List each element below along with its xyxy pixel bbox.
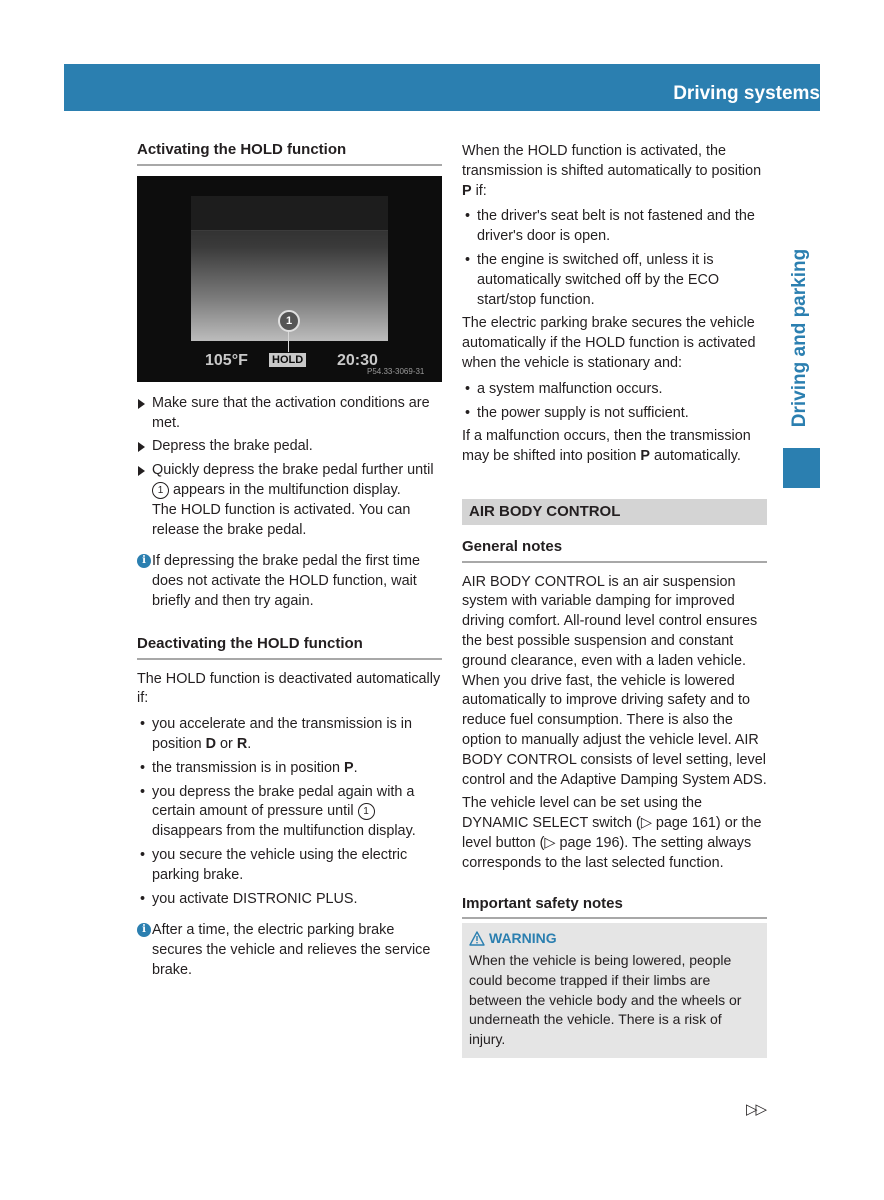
list-item: • the transmission is in position P.	[137, 759, 442, 779]
left-column	[137, 140, 442, 981]
section-title: Driving systems	[673, 83, 820, 104]
step	[137, 437, 442, 457]
list-text: you activate DISTRONIC PLUS.	[152, 890, 358, 907]
step	[137, 394, 442, 434]
info-note	[137, 552, 442, 611]
list-text: disappears from the multifunction display.	[152, 823, 416, 840]
gear-p: P	[462, 182, 472, 199]
right-column	[462, 142, 767, 1058]
step-text: appears in the multifunction display.	[173, 481, 401, 498]
display-hold-indicator: HOLD	[269, 353, 306, 367]
gear-r: R	[236, 735, 248, 752]
side-tab-marker	[783, 448, 820, 488]
paragraph-text: When the HOLD function is activated, the transmission is shifted automatically to position	[462, 143, 762, 179]
deactivate-conditions	[137, 715, 442, 909]
info-text: After a time, the electric parking brake secures the vehicle and relieves the service brake.	[152, 922, 431, 978]
side-tab	[780, 238, 820, 438]
paragraph	[462, 142, 767, 201]
list-item	[137, 846, 442, 886]
paragraph: AIR BODY CONTROL is an air suspension system with variable damping for improved driving comfort. All-round level control ensures the best possible suspension and constant ground clearance, even with a laden vehicle. When you drive fast, the vehicle is lowered automatically to improve driving safety and to reduce fuel consumption. There is also the option to manually adjust the vehicle level. AIR BODY CONTROL consists of level setting, level control and the Adaptive Damping System ADS.	[462, 573, 767, 788]
header-bar	[64, 64, 871, 111]
paragraph: The electric parking brake secures the vehicle automatically if the HOLD function is activated when the vehicle is stationary and:	[462, 315, 756, 371]
warning-label: WARNING	[489, 930, 557, 947]
paragraph-text: If a malfunction occurs, then the transmission may be shifted into position	[462, 428, 751, 465]
step-text: Make sure that the activation conditions are met.	[152, 394, 430, 431]
activation-steps	[137, 394, 442, 541]
deactivate-intro: The HOLD function is deactivated automatically if:	[137, 670, 441, 707]
list-item	[137, 890, 442, 910]
heading-safety: Important safety notes	[462, 894, 767, 920]
list-text: the transmission is in position	[152, 759, 340, 776]
side-tab-label: Driving and parking	[789, 248, 810, 428]
list-text: you secure the vehicle using the electric parking brake.	[152, 846, 408, 883]
step-arrow-icon	[138, 442, 145, 452]
warning-title	[469, 929, 760, 949]
figure-code: P54.33-3069-31	[367, 366, 425, 376]
section-heading: AIR BODY CONTROL	[462, 499, 767, 525]
paragraph-text: if:	[475, 182, 487, 199]
step-text: Quickly depress the brake pedal further until	[152, 462, 434, 479]
display-figure	[137, 176, 442, 382]
step-result: The HOLD function is activated. You can release the brake pedal.	[152, 501, 411, 538]
seatbelt-conditions	[462, 207, 767, 310]
gear-d: D	[205, 735, 217, 752]
info-icon: i	[137, 923, 151, 937]
list-item: • a system malfunction occurs.	[462, 380, 767, 400]
list-item	[137, 783, 442, 842]
page-number: 195	[843, 86, 871, 103]
step-arrow-icon	[138, 399, 145, 409]
gear-p: P	[343, 759, 354, 776]
display-temperature: 105°F	[205, 351, 248, 369]
continue-arrows-icon: ▷▷	[746, 1101, 766, 1118]
list-item: • the driver's seat belt is not fastened and the driver's door is open.	[462, 207, 767, 247]
step-arrow-icon	[138, 466, 145, 476]
list-item: • you accelerate and the transmission is in position D or R.	[137, 715, 442, 755]
paragraph	[462, 427, 767, 467]
parking-brake-conditions	[462, 380, 767, 424]
list-item: • the power supply is not sufficient.	[462, 404, 767, 424]
heading-general: General notes	[462, 537, 767, 563]
list-item: • the engine is switched off, unless it is automatically switched off by the ECO start/stop function.	[462, 251, 767, 310]
gear-p: P	[640, 448, 650, 465]
step-text: Depress the brake pedal.	[152, 438, 313, 455]
list-text: or	[220, 735, 233, 752]
heading-deactivate: Deactivating the HOLD function	[137, 634, 442, 660]
heading-activate: Activating the HOLD function	[137, 140, 442, 166]
info-note	[137, 921, 442, 980]
warning-box	[462, 923, 767, 1058]
info-text: If depressing the brake pedal the first time does not activate the HOLD function, wait briefly and then try again.	[152, 553, 420, 609]
warning-text: When the vehicle is being lowered, people could become trapped if their limbs are between the vehicle body and the wheels or underneath the vehicle. There is a risk of injury.	[469, 952, 742, 1048]
paragraph-text: automatically.	[654, 448, 741, 465]
callout-ref-icon: 1	[152, 482, 169, 499]
step	[137, 461, 442, 540]
list-text: you accelerate and the transmission is in position	[152, 716, 412, 752]
callout-ref-icon: 1	[358, 803, 375, 820]
warning-triangle-icon	[469, 931, 485, 946]
paragraph: The vehicle level can be set using the DYNAMIC SELECT switch (▷ page 161) or the level button (▷ page 196). The setting always corresponds to the last selected function.	[462, 795, 762, 871]
display-time: 20:30	[337, 351, 378, 369]
display-screen-top	[191, 196, 388, 231]
info-icon: i	[137, 554, 151, 568]
list-text: you depress the brake pedal again with a certain amount of pressure until	[152, 783, 415, 820]
callout-marker: 1	[278, 310, 300, 332]
